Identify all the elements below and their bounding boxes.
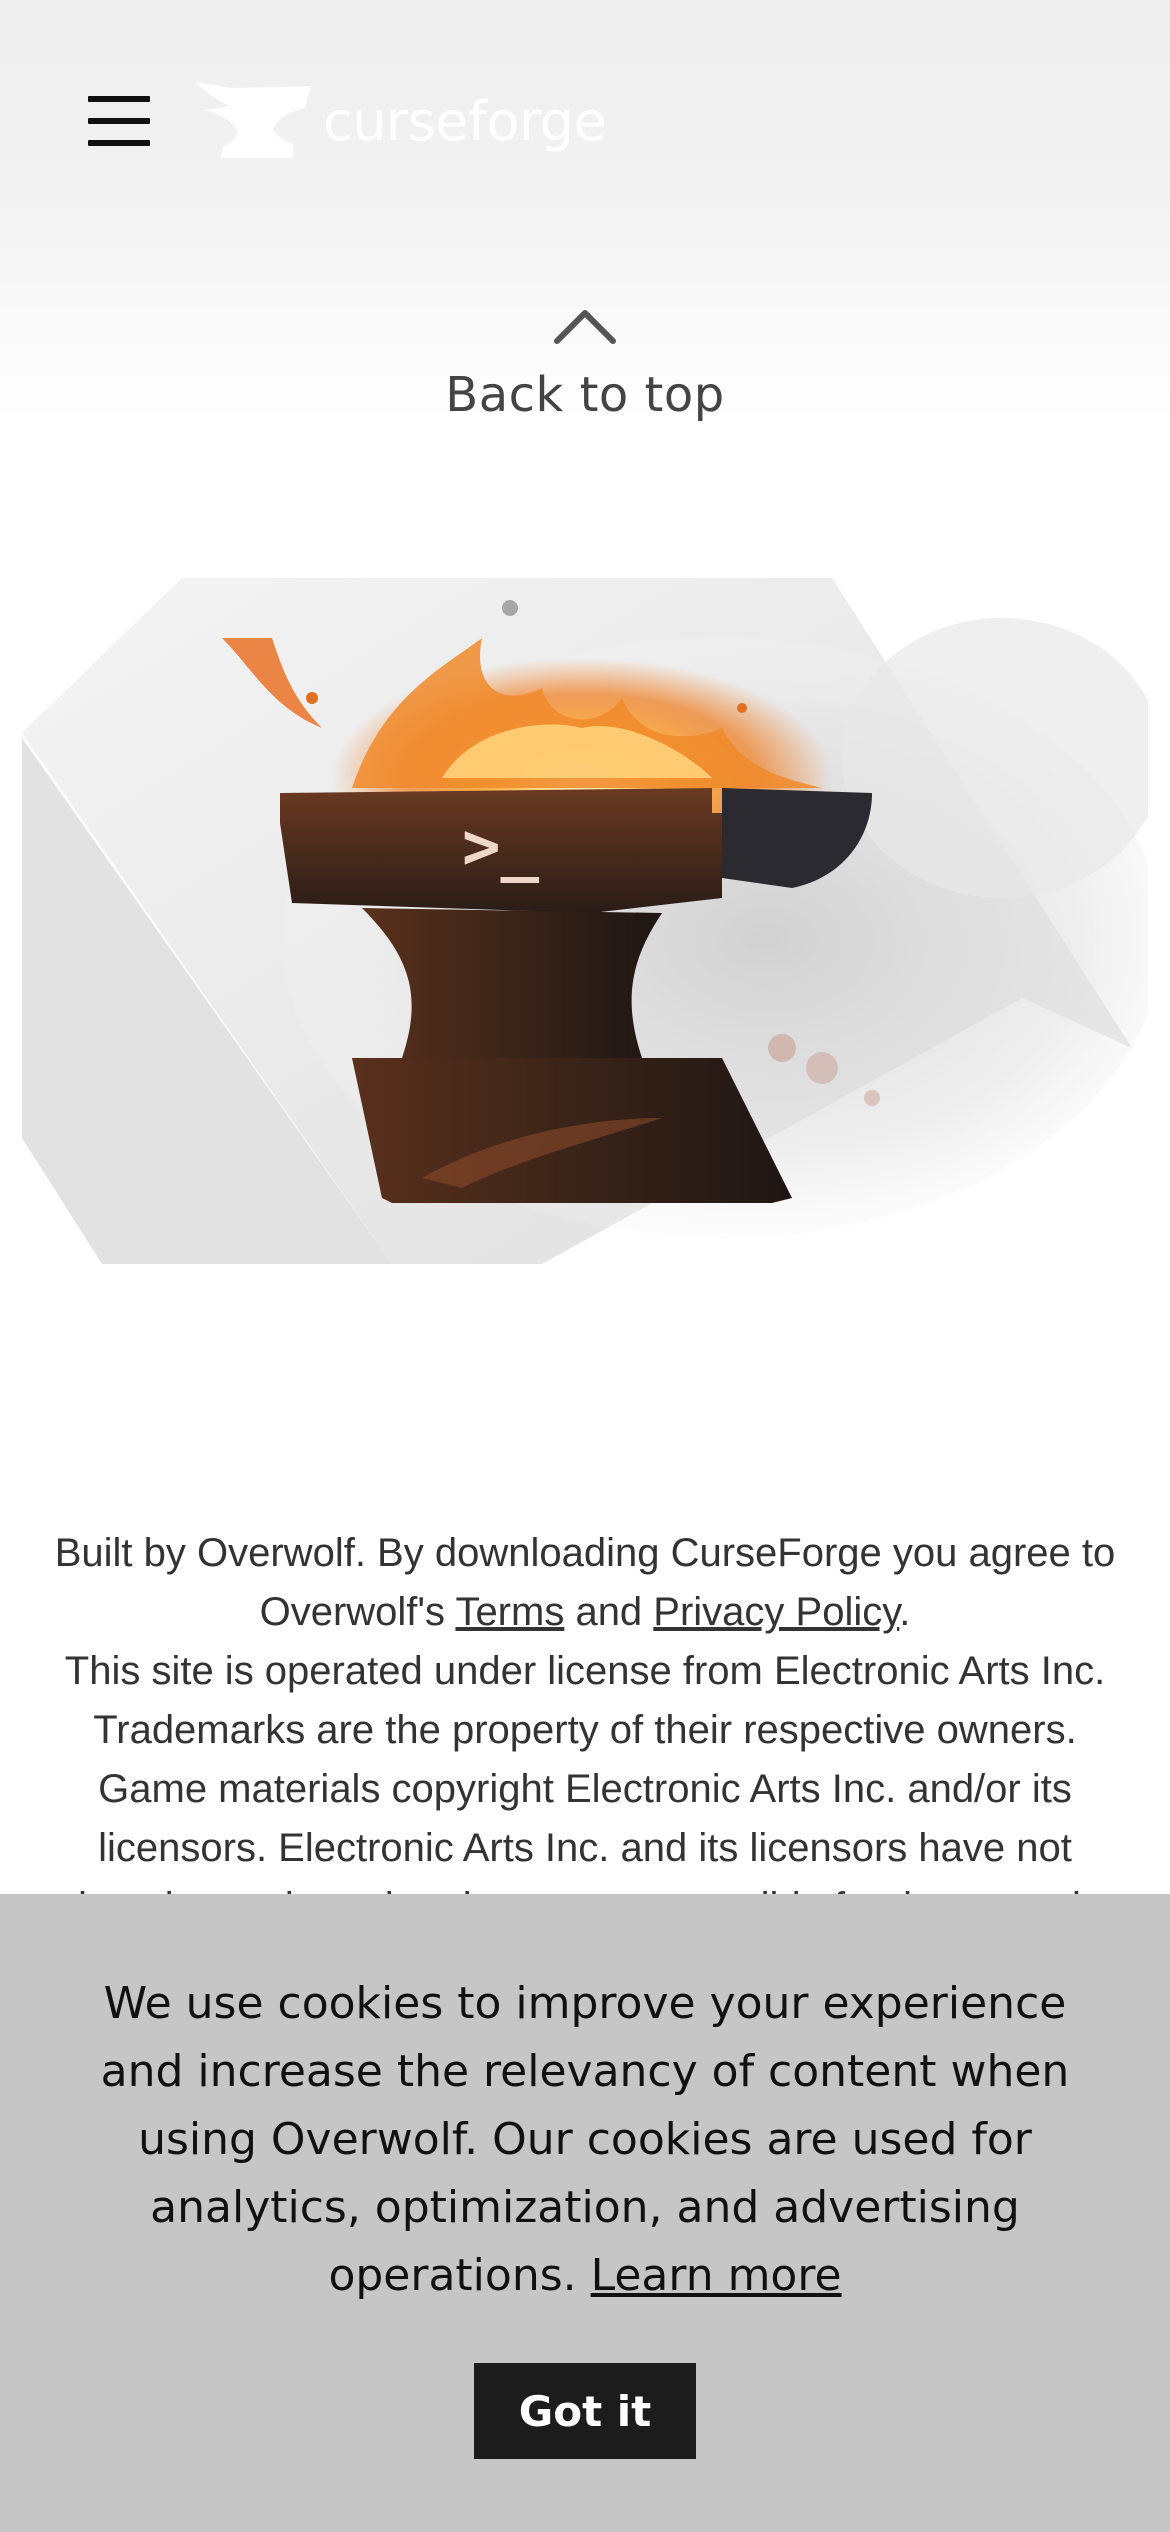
menu-line-icon <box>88 118 150 124</box>
menu-line-icon <box>88 96 150 102</box>
back-to-top-label: Back to top <box>445 367 725 423</box>
curseforge-anvil-logo-icon <box>193 78 313 164</box>
curseforge-logo[interactable] <box>193 76 606 166</box>
menu-line-icon <box>88 140 150 146</box>
logo-wordmark: curseforge <box>323 89 607 153</box>
cookie-message-text: We use cookies to improve your experience and increase the relevancy of content when using Overwolf. Our cookies are used for analytics, optimization, and advertising operations. <box>100 1978 1070 2301</box>
spark <box>864 1090 880 1106</box>
got-it-button[interactable]: Got it <box>474 2363 696 2459</box>
spark <box>737 703 747 713</box>
legal-and-text: and <box>564 1590 654 1634</box>
terms-link[interactable]: Terms <box>455 1590 565 1634</box>
hamburger-menu-button[interactable] <box>88 96 152 146</box>
smoke-cloud <box>842 618 1148 898</box>
back-to-top-button[interactable] <box>335 305 835 475</box>
anvil-prompt-text: >_ <box>462 810 540 884</box>
anvil-hero-illustration <box>22 578 1148 1264</box>
license-text: This site is operated under license from Electronic Arts Inc. Trademarks are the property of their respective owners. Game materials copyright Electronic Arts Inc. and/or its licensors. Electronic Arts Inc. and its licensors have not <box>64 1649 1106 1870</box>
spark <box>806 1052 838 1084</box>
chevron-up-icon <box>553 305 617 345</box>
cookie-message <box>70 1970 1100 2310</box>
legal-built-by-text: Built by Overwolf. By downloading CurseForge you agree to Overwolf's <box>54 1531 1116 1634</box>
learn-more-link[interactable]: Learn more <box>590 2250 842 2301</box>
spark <box>768 1034 796 1062</box>
legal-period: . <box>899 1590 911 1634</box>
spark <box>306 692 318 704</box>
site-header <box>0 0 1170 240</box>
privacy-policy-link[interactable]: Privacy Policy <box>653 1590 900 1634</box>
cookie-consent-banner <box>0 1894 1170 2532</box>
spark <box>502 600 518 616</box>
